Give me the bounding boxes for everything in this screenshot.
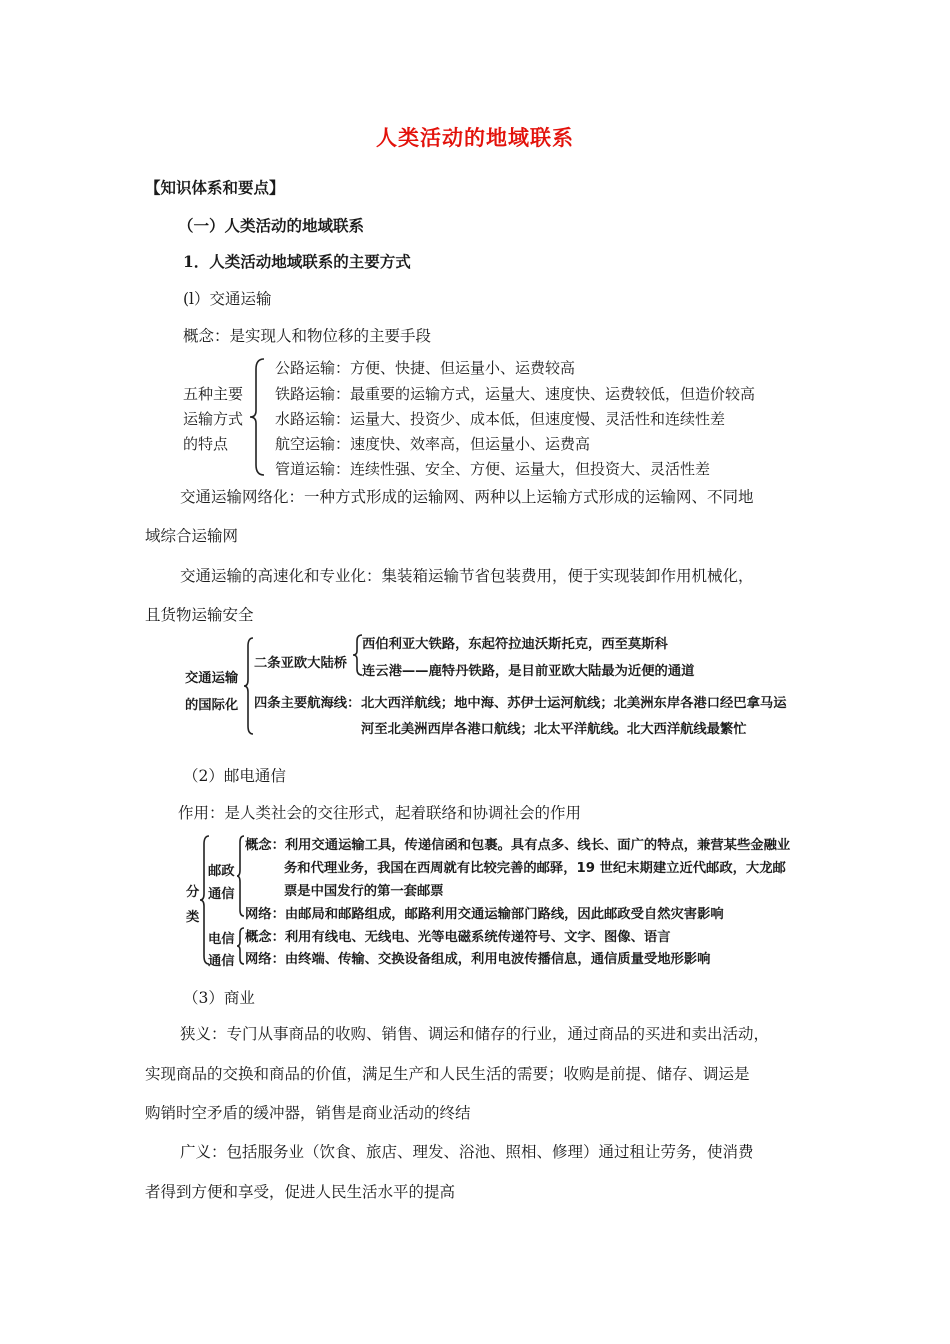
transport-concept: 概念：是实现人和物位移的主要手段 (183, 327, 432, 345)
telecom-label: 通信 (208, 954, 235, 969)
postal-concept-line: 票是中国发行的第一套邮票 (284, 884, 444, 899)
broad-paragraph-line: 者得到方便和享受，促进人民生活水平的提高 (145, 1183, 456, 1201)
five-modes-label-line: 五种主要 (183, 385, 244, 403)
telecom-network: 网络：由终端、传输、交换设备组成，利用电波传播信息，通信质量受地形影响 (245, 952, 711, 967)
network-paragraph-line: 交通运输网络化：一种方式形成的运输网、两种以上运输方式形成的运输网、不同地 (180, 488, 754, 506)
sea-route-label: 四条主要航海线： (254, 696, 361, 711)
mode-item: 航空运输：速度快、效率高，但运量小、运费高 (275, 435, 591, 453)
intl-brace (243, 636, 255, 736)
intl-label-line: 交通运输 (185, 671, 239, 686)
mode-item: 水路运输：运量大、投资少、成本低，但速度慢、灵活性和连续性差 (275, 410, 726, 428)
bridge-label: 二条亚欧大陆桥 (254, 656, 348, 671)
post-function: 作用：是人类社会的交往形式，起着联络和协调社会的作用 (178, 804, 582, 822)
narrow-paragraph-line: 实现商品的交换和商品的价值，满足生产和人民生活的需要；收购是前提、储存、调运是 (145, 1065, 750, 1083)
five-modes-label-line: 的特点 (183, 435, 229, 453)
commerce-heading: （3）商业 (183, 989, 255, 1007)
post-heading: （2）邮电通信 (183, 767, 286, 785)
page-title: 人类活动的地域联系 (376, 125, 574, 150)
intl-label-line: 的国际化 (185, 698, 239, 713)
subheading-main-ways: 1．人类活动地域联系的主要方式 (183, 252, 411, 271)
speed-paragraph-line: 且货物运输安全 (145, 606, 254, 624)
section-heading: 【知识体系和要点】 (145, 178, 285, 197)
broad-paragraph-line: 广义：包括服务业（饮食、旅店、理发、浴池、照相、修理）通过租让劳务，使消费 (180, 1143, 754, 1161)
sea-route-line: 河至北美洲西岸各港口航线；北太平洋航线。北大西洋航线最繁忙 (361, 722, 747, 737)
bridge-item: 西伯利亚大铁路，东起符拉迪沃斯托克，西至莫斯科 (362, 637, 668, 652)
mode-item: 管道运输：连续性强、安全、方便、运量大，但投资大、灵活性差 (275, 460, 711, 478)
narrow-paragraph-line: 狭义：专门从事商品的收购、销售、调运和储存的行业，通过商品的买进和卖出活动， (180, 1025, 770, 1043)
speed-paragraph-line: 交通运输的高速化和专业化：集装箱运输节省包装费用，便于实现装卸作用机械化， (180, 567, 754, 585)
postal-label: 邮政 (208, 864, 235, 879)
sea-route-line: 北大西洋航线；地中海、苏伊士运河航线；北美洲东岸各港口经巴拿马运 (361, 696, 787, 711)
class-label: 分 (186, 885, 200, 900)
mode-item: 公路运输：方便、快捷、但运量小、运费较高 (275, 359, 576, 377)
telecom-label: 电信 (208, 932, 235, 947)
transport-heading: (l）交通运输 (183, 290, 272, 308)
five-modes-label-line: 运输方式 (183, 410, 244, 428)
five-modes-brace (248, 357, 268, 477)
telecom-concept: 概念：利用有线电、无线电、光等电磁系统传递符号、文字、图像、语言 (245, 930, 671, 945)
postal-concept-line: 务和代理业务，我国在西周就有比较完善的邮驿，19 世纪末期建立近代邮政，大龙邮 (284, 861, 786, 876)
mode-item: 铁路运输：最重要的运输方式，运量大、速度快、运费较低，但造价较高 (275, 385, 756, 403)
narrow-paragraph-line: 购销时空矛盾的缓冲器，销售是商业活动的终结 (145, 1104, 471, 1122)
subheading-regional-links: （一）人类活动的地域联系 (178, 216, 365, 235)
postal-label: 通信 (208, 887, 235, 902)
class-label: 类 (186, 910, 200, 925)
postal-concept-line: 概念：利用交通运输工具，传递信函和包裹。具有点多、线长、面广的特点，兼营某些金融业 (245, 838, 791, 853)
postal-network: 网络：由邮局和邮路组成，邮路利用交通运输部门路线，因此邮政受自然灾害影响 (245, 907, 724, 922)
bridge-item: 连云港——鹿特丹铁路，是目前亚欧大陆最为近便的通道 (362, 664, 695, 679)
network-paragraph-line: 域综合运输网 (145, 527, 239, 545)
